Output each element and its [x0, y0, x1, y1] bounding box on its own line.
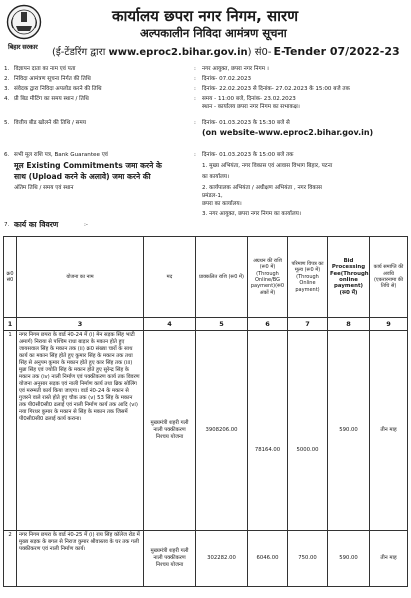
row-emd: 6046.00 — [248, 531, 288, 587]
header-cell-estimate: प्राक्कलित राशि (रू0 में) — [196, 237, 248, 318]
row-emd: 78164.00 — [248, 331, 288, 531]
header-cell-fee: Bid Processing Fee(Through online payment)(रू0 में) — [328, 237, 370, 318]
row-mad: मुख्यमंत्री शहरी गली नाली पक्कीकरण निश्चय योजना — [144, 531, 196, 587]
tender-website: www.eproc2.bihar.gov.in — [108, 47, 248, 58]
header-cell-emd: अग्रधन की राशि (रू0 में) (Through Online/BG payment)(रू0 अंकों में) — [248, 237, 288, 318]
row-fee: 590.00 — [328, 331, 370, 531]
row-sno: 2 — [4, 531, 17, 587]
table-column-number-row: 1 3 4 5 6 7 8 9 — [4, 318, 408, 331]
tender-prefix: (ई-टेंडरिंग द्वारा — [52, 47, 106, 58]
table-row — [4, 331, 408, 531]
header-cell-name: योजना का नाम — [17, 237, 144, 318]
row-period: तीन माह — [370, 331, 408, 531]
header-cell-mad: मद — [144, 237, 196, 318]
office-title: कार्यालय छपरा नगर निगम, सारण — [112, 7, 299, 25]
row-mad: मुख्यमंत्री शहरी गली नाली पक्कीकरण निश्चय योजना — [144, 331, 196, 531]
header-cell-sno: क्र0 सं0 — [4, 237, 17, 318]
row-scheme-name: नगर निगम छपरा के वार्ड नं0-24 में (i) मेन सड़क सिंह भाटी अमार्ग) निराया से पश्चिम राधा बाड़ार के मकान होते हुए जायसवाल सिंह के मकान तक (ii) क्र0 संख्या चारों के साथ कार्य का मकान सिंह होते हुए कुमार सिंह के मकान तक तथा सिंह से अनुपम कुमार के मकान होते हुए कार सिंह तक (iii) मुन्ना सिंह एवं ज्योति सिंह के मकान होते हुए सुरेन्द्र सिंह के मकान तक (iv) नाली निर्माण एवं पक्कीकरण कार्य तक विवरण योजना अनुसार सड़क एवं नाली निर्माण कार्य तथा ब्रिक सोलिंग एवं मरम्मती कार्य किया जाएगा। वार्ड नं0-24 के मकान से गुजरने वाले रास्ते होते हुए चौक तक (v) 53 सिंह के मकान तक पी0सी0सी0 ढलाई एवं नाली निर्माण कार्य तक आदि (vi) नया गिरधर कुमार के मकान से सिंह के मकान तक जिसमें पी0सी0सी0 ढलाई कार्य कराना। — [17, 331, 144, 531]
row-period: तीन माह — [370, 531, 408, 587]
row-sno: 1 — [4, 331, 17, 531]
notice-subtitle: अल्पकालीन निविदा आमंत्रण सूचना — [140, 26, 287, 40]
header-cell-period: कार्य समाप्ति की अवधि (एकरारनामा की तिथि से) — [370, 237, 408, 318]
row-scheme-name: नगर निगम छपरा के वार्ड नं0-25 में (i) राय सिंह कॉलेज रोड में मुख्य सड़क के बगल से निराज कुमार श्रीवास्तव के घर तक गली पक्कीकरण एवं नाली निर्माण कार्य। — [17, 531, 144, 587]
row-bom: 750.00 — [288, 531, 328, 587]
work-details-table — [3, 236, 408, 587]
table-header-row — [4, 237, 408, 318]
tender-mid: ) सं0- — [247, 47, 272, 58]
row-estimate: 302282.00 — [196, 531, 248, 587]
row-estimate: 3908206.00 — [196, 331, 248, 531]
bihar-emblem-logo — [6, 4, 42, 50]
emblem-icon — [6, 4, 42, 42]
row-fee: 590.00 — [328, 531, 370, 587]
row-bom: 5000.00 — [288, 331, 328, 531]
table-row — [4, 531, 408, 587]
tender-reference-line — [52, 44, 400, 58]
header-cell-bom: परिमाण विपत्र का मूल्य (रू0 में) (Through Online payment) — [288, 237, 328, 318]
emblem-caption: बिहार सरकार — [8, 43, 38, 51]
tender-id: E-Tender 07/2022-23 — [273, 45, 400, 58]
